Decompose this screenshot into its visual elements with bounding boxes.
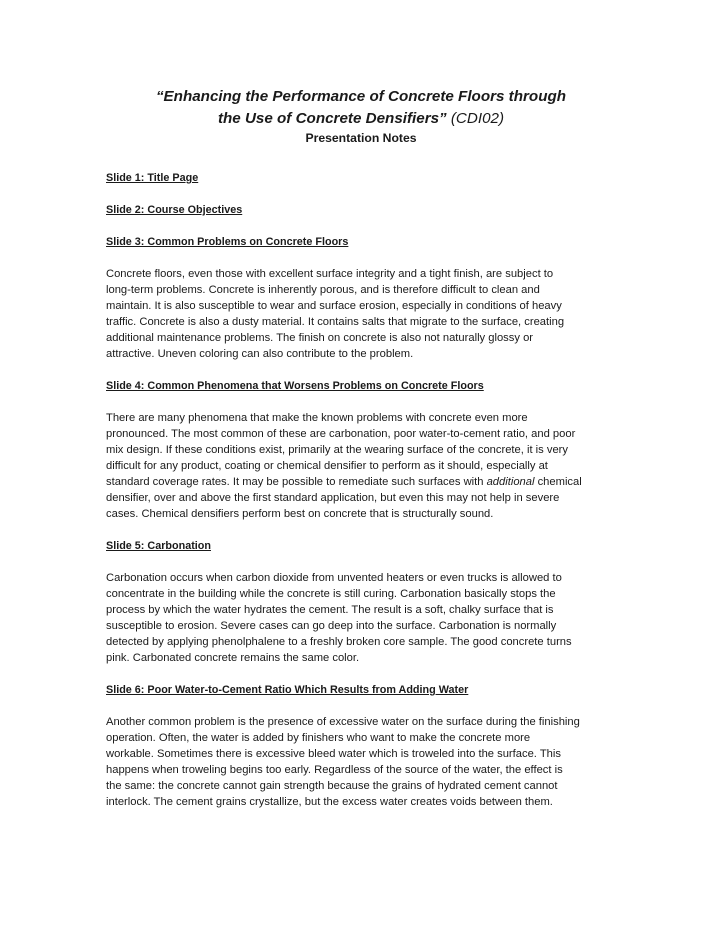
document-title-line-1: “Enhancing the Performance of Concrete Floors through [155, 88, 567, 105]
paragraph-line: concentrate in the building while the concrete is still curing. Carbonation basically stops the [106, 588, 556, 600]
document-title-line-2 [106, 108, 616, 130]
paragraph-line: There are many phenomena that make the known problems with concrete even more [106, 412, 528, 424]
document-title-text: the Use of Concrete Densifiers” [217, 110, 447, 127]
paragraph-line: the same: the concrete cannot gain strength because the grains of hydrated cement cannot [106, 780, 558, 792]
paragraph-line: Concrete floors, even those with excellent surface integrity and a tight finish, are subject to [106, 268, 554, 280]
paragraph-line [106, 474, 616, 490]
paragraph-line: pink. Carbonated concrete remains the same color. [106, 652, 360, 664]
paragraph-text: chemical [534, 476, 582, 488]
slide-1-heading: Slide 1: Title Page [106, 172, 199, 184]
paragraph-line: additional maintenance problems. The finish on concrete is also not naturally glossy or [106, 332, 534, 344]
slide-5-paragraph [106, 570, 616, 666]
paragraph-text: standard coverage rates. It may be possible to remediate such surfaces with [106, 476, 487, 488]
paragraph-line: attractive. Uneven coloring can also contribute to the problem. [106, 348, 414, 360]
paragraph-line: Another common problem is the presence of excessive water on the surface during the finishing [106, 716, 580, 728]
paragraph-line: pronounced. The most common of these are carbonation, poor water-to-cement ratio, and poor [106, 428, 576, 440]
slide-6-heading: Slide 6: Poor Water-to-Cement Ratio Which Results from Adding Water [106, 684, 469, 696]
slide-2-heading: Slide 2: Course Objectives [106, 204, 243, 216]
paragraph-line: densifier, over and above the first standard application, but even this may not help in severe [106, 492, 560, 504]
emphasized-text: additional [486, 476, 535, 488]
paragraph-line: long-term problems. Concrete is inherently porous, and is therefore difficult to clean and [106, 284, 540, 296]
paragraph-line: mix design. If these conditions exist, primarily at the wearing surface of the concrete, it is very [106, 444, 568, 456]
slide-4-paragraph [106, 410, 616, 522]
paragraph-line: workable. Sometimes there is excessive bleed water which is troweled into the surface. This [106, 748, 561, 760]
slide-5-heading: Slide 5: Carbonation [106, 540, 211, 552]
paragraph-line: cases. Chemical densifiers perform best on concrete that is structurally sound. [106, 508, 494, 520]
slide-6-paragraph [106, 714, 616, 810]
paragraph-line: Carbonation occurs when carbon dioxide from unvented heaters or even trucks is allowed to [106, 572, 562, 584]
paragraph-line: difficult for any product, coating or chemical densifier to perform as it should, especially at [106, 460, 548, 472]
course-code: (CDI02) [446, 110, 505, 127]
paragraph-line: susceptible to erosion. Severe cases can go deep into the surface. Carbonation is normally [106, 620, 557, 632]
title-block [106, 86, 616, 146]
paragraph-line: detected by applying phenolphalene to a freshly broken core sample. The good concrete turns [106, 636, 572, 648]
slide-4-heading: Slide 4: Common Phenomena that Worsens Problems on Concrete Floors [106, 380, 484, 392]
paragraph-line: maintain. It is also susceptible to wear and surface erosion, especially in conditions of heavy [106, 300, 562, 312]
paragraph-line: operation. Often, the water is added by finishers who want to make the concrete more [106, 732, 531, 744]
paragraph-line: traffic. Concrete is also a dusty material. It contains salts that migrate to the surface, creating [106, 316, 565, 328]
paragraph-line: process by which the water hydrates the cement. The result is a soft, chalky surface that is [106, 604, 554, 616]
paragraph-line: happens when troweling begins too early. Regardless of the source of the water, the effect is [106, 764, 563, 776]
slide-3-paragraph [106, 266, 616, 362]
document-subtitle: Presentation Notes [305, 131, 417, 145]
slide-3-heading: Slide 3: Common Problems on Concrete Floors [106, 236, 349, 248]
paragraph-line: interlock. The cement grains crystallize, but the excess water creates voids between them. [106, 796, 553, 808]
